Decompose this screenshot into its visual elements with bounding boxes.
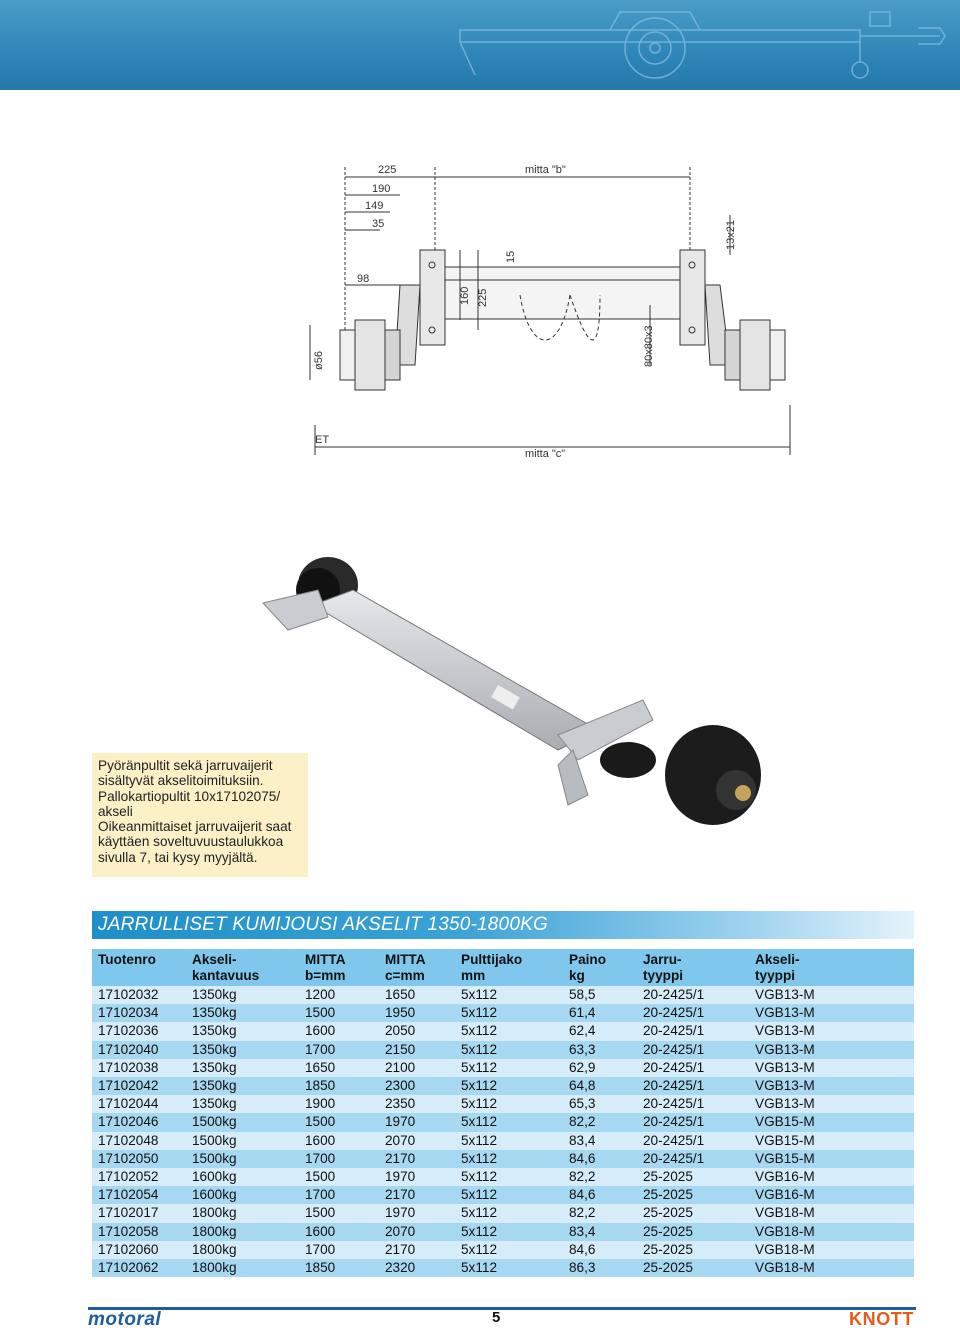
table-cell: 5x112 <box>455 1223 563 1241</box>
table-cell: 5x112 <box>455 1150 563 1168</box>
motoral-logo: motoral <box>88 1309 162 1330</box>
table-cell: 1970 <box>379 1168 455 1186</box>
table-cell: 1970 <box>379 1113 455 1131</box>
table-cell: VGB15-M <box>749 1150 914 1168</box>
note-line: Pyöränpultit sekä jarruvaijerit <box>98 758 273 773</box>
table-cell: 2100 <box>379 1059 455 1077</box>
table-cell: 17102036 <box>92 1022 186 1040</box>
table-cell: VGB13-M <box>749 1077 914 1095</box>
knott-logo: KNOTT <box>849 1309 914 1329</box>
table-cell: 1600 <box>299 1022 379 1040</box>
table-cell: 2070 <box>379 1223 455 1241</box>
table-row <box>92 1241 914 1259</box>
table-cell: 5x112 <box>455 1241 563 1259</box>
table-row <box>92 1041 914 1059</box>
header-mitta-b: MITTA b=mm <box>299 949 379 986</box>
table-row <box>92 1004 914 1022</box>
dim-15-label: 15 <box>505 250 517 263</box>
table-cell: 1850 <box>299 1077 379 1095</box>
table-cell: 1350kg <box>186 1022 299 1040</box>
table-cell: 1500 <box>299 1004 379 1022</box>
table-cell: VGB13-M <box>749 1059 914 1077</box>
mitta-c-label: mitta "c" <box>525 448 566 460</box>
note-line: käyttäen soveltuvuustaulukkoa <box>98 834 284 850</box>
table-cell: 17102042 <box>92 1077 186 1095</box>
table-cell: 1650 <box>299 1059 379 1077</box>
table-cell: 20-2425/1 <box>637 986 749 1004</box>
table-cell: 1850 <box>299 1259 379 1277</box>
table-row <box>92 1077 914 1095</box>
table-cell: 62,9 <box>563 1059 637 1077</box>
table-cell: 17102058 <box>92 1223 186 1241</box>
table-cell: 61,4 <box>563 1004 637 1022</box>
table-cell: 5x112 <box>455 1004 563 1022</box>
note-line: Pallokartiopultit 10x17102075/ <box>98 788 281 804</box>
note-line: sisältyvät akselitoimituksiin. <box>98 773 264 789</box>
table-cell: VGB16-M <box>749 1186 914 1204</box>
table-cell: 25-2025 <box>637 1204 749 1222</box>
table-body <box>92 986 914 1277</box>
mitta-b-label: mitta "b" <box>525 164 566 176</box>
header-jarrutyyppi: Jarru- tyyppi <box>637 949 749 986</box>
note-line: sivulla 7, tai kysy myyjältä. <box>98 849 258 865</box>
table-cell: VGB13-M <box>749 1022 914 1040</box>
table-cell: 17102044 <box>92 1095 186 1113</box>
header-tuotenro: Tuotenro <box>92 949 186 986</box>
table-cell: 17102034 <box>92 1004 186 1022</box>
table-cell: 20-2425/1 <box>637 1022 749 1040</box>
table-cell: 25-2025 <box>637 1168 749 1186</box>
table-cell: 1600kg <box>186 1168 299 1186</box>
axle-product-photo <box>258 535 768 855</box>
table-cell: 25-2025 <box>637 1186 749 1204</box>
dim-225v-label: 225 <box>477 288 489 307</box>
table-cell: 1350kg <box>186 1059 299 1077</box>
dim-56-label: ø56 <box>313 351 325 370</box>
table-cell: 1500 <box>299 1204 379 1222</box>
table-cell: 1600 <box>299 1223 379 1241</box>
note-line: akseli <box>98 803 133 819</box>
table-cell: 5x112 <box>455 1132 563 1150</box>
table-cell: 17102046 <box>92 1113 186 1131</box>
axle-technical-drawing <box>300 155 810 475</box>
table-cell: 1350kg <box>186 1004 299 1022</box>
table-cell: 20-2425/1 <box>637 1041 749 1059</box>
table-cell: 1200 <box>299 986 379 1004</box>
table-cell: 17102060 <box>92 1241 186 1259</box>
table-cell: 17102038 <box>92 1059 186 1077</box>
table-cell: 20-2425/1 <box>637 1095 749 1113</box>
table-cell: 5x112 <box>455 1259 563 1277</box>
header-mitta-c: MITTA c=mm <box>379 949 455 986</box>
table-cell: 1500 <box>299 1113 379 1131</box>
table-cell: 1700 <box>299 1186 379 1204</box>
table-row <box>92 1059 914 1077</box>
table-cell: 25-2025 <box>637 1223 749 1241</box>
table-cell: 1600 <box>299 1132 379 1150</box>
table-cell: VGB15-M <box>749 1132 914 1150</box>
table-row <box>92 1132 914 1150</box>
table-cell: VGB13-M <box>749 1004 914 1022</box>
table-cell: 2150 <box>379 1041 455 1059</box>
table-cell: 2170 <box>379 1186 455 1204</box>
table-cell: 2170 <box>379 1150 455 1168</box>
table-row <box>92 1150 914 1168</box>
table-cell: 86,3 <box>563 1259 637 1277</box>
table-cell: 20-2425/1 <box>637 1059 749 1077</box>
table-row <box>92 1095 914 1113</box>
table-cell: 1800kg <box>186 1223 299 1241</box>
table-cell: 58,5 <box>563 986 637 1004</box>
table-cell: 64,8 <box>563 1077 637 1095</box>
table-cell: 17102040 <box>92 1041 186 1059</box>
table-cell: 1350kg <box>186 1095 299 1113</box>
axle-table <box>92 949 914 1277</box>
table-row <box>92 1022 914 1040</box>
table-cell: 1350kg <box>186 986 299 1004</box>
table-cell: VGB13-M <box>749 1041 914 1059</box>
table-cell: 5x112 <box>455 1113 563 1131</box>
table-cell: 5x112 <box>455 986 563 1004</box>
table-header-row <box>92 949 914 986</box>
table-cell: 5x112 <box>455 1204 563 1222</box>
header-pulttijako: Pulttijako mm <box>455 949 563 986</box>
table-row <box>92 1186 914 1204</box>
dim-160-label: 160 <box>459 286 471 305</box>
table-cell: 1800kg <box>186 1204 299 1222</box>
table-cell: 5x112 <box>455 1186 563 1204</box>
table-cell: 5x112 <box>455 1041 563 1059</box>
dim-190-label: 190 <box>372 183 391 195</box>
table-cell: 5x112 <box>455 1077 563 1095</box>
table-cell: 1500kg <box>186 1132 299 1150</box>
table-cell: 17102062 <box>92 1259 186 1277</box>
dim-13x21-label: 13x21 <box>725 220 737 250</box>
table-row <box>92 1204 914 1222</box>
table-cell: 17102054 <box>92 1186 186 1204</box>
table-cell: 1900 <box>299 1095 379 1113</box>
table-cell: VGB15-M <box>749 1113 914 1131</box>
table-cell: 17102017 <box>92 1204 186 1222</box>
header-akselityyppi: Akseli- tyyppi <box>749 949 914 986</box>
table-cell: 1800kg <box>186 1241 299 1259</box>
table-cell: 1700 <box>299 1241 379 1259</box>
table-cell: VGB18-M <box>749 1241 914 1259</box>
table-cell: 1650 <box>379 986 455 1004</box>
table-cell: 83,4 <box>563 1223 637 1241</box>
table-cell: 2320 <box>379 1259 455 1277</box>
table-cell: 20-2425/1 <box>637 1132 749 1150</box>
table-cell: 2070 <box>379 1132 455 1150</box>
table-cell: 1600kg <box>186 1186 299 1204</box>
table-cell: VGB18-M <box>749 1223 914 1241</box>
table-cell: 84,6 <box>563 1241 637 1259</box>
section-title-bar <box>92 911 914 939</box>
note-box <box>92 753 308 877</box>
table-cell: 2350 <box>379 1095 455 1113</box>
table-cell: VGB18-M <box>749 1204 914 1222</box>
table-cell: 5x112 <box>455 1059 563 1077</box>
header-band <box>0 0 960 90</box>
table-cell: 20-2425/1 <box>637 1004 749 1022</box>
table-cell: 20-2425/1 <box>637 1150 749 1168</box>
header-akselikantavuus: Akseli- kantavuus <box>186 949 299 986</box>
dim-149-label: 149 <box>365 200 384 212</box>
table-cell: 63,3 <box>563 1041 637 1059</box>
table-cell: 1500kg <box>186 1113 299 1131</box>
table-cell: 1500 <box>299 1168 379 1186</box>
header-paino: Paino kg <box>563 949 637 986</box>
table-cell: 1800kg <box>186 1259 299 1277</box>
table-row <box>92 1223 914 1241</box>
table-cell: 17102050 <box>92 1150 186 1168</box>
table-cell: 20-2425/1 <box>637 1113 749 1131</box>
table-cell: 83,4 <box>563 1132 637 1150</box>
table-cell: 84,6 <box>563 1150 637 1168</box>
section-title: JARRULLISET KUMIJOUSI AKSELIT 1350-1800KG <box>98 914 548 935</box>
table-row <box>92 1259 914 1277</box>
table-cell: 25-2025 <box>637 1241 749 1259</box>
table-cell: 62,4 <box>563 1022 637 1040</box>
table-cell: 5x112 <box>455 1095 563 1113</box>
table-row <box>92 1168 914 1186</box>
table-cell: 82,2 <box>563 1204 637 1222</box>
table-cell: 20-2425/1 <box>637 1077 749 1095</box>
page-number: 5 <box>492 1309 501 1326</box>
table-cell: 1500kg <box>186 1150 299 1168</box>
table-row <box>92 1113 914 1131</box>
table-cell: 1700 <box>299 1041 379 1059</box>
table-cell: VGB13-M <box>749 1095 914 1113</box>
table-cell: 25-2025 <box>637 1259 749 1277</box>
table-cell: 1970 <box>379 1204 455 1222</box>
note-line: Oikeanmittaiset jarruvaijerit saat <box>98 819 292 835</box>
table-cell: 17102052 <box>92 1168 186 1186</box>
table-cell: 82,2 <box>563 1168 637 1186</box>
table-cell: 2300 <box>379 1077 455 1095</box>
table-cell: 84,6 <box>563 1186 637 1204</box>
dim-35-label: 35 <box>372 218 385 230</box>
table-cell: 65,3 <box>563 1095 637 1113</box>
table-cell: 1350kg <box>186 1041 299 1059</box>
table-cell: 5x112 <box>455 1022 563 1040</box>
table-cell: 82,2 <box>563 1113 637 1131</box>
table-cell: VGB13-M <box>749 986 914 1004</box>
et-label: ET <box>315 434 330 446</box>
table-cell: 1950 <box>379 1004 455 1022</box>
table-row <box>92 986 914 1004</box>
table-cell: 2050 <box>379 1022 455 1040</box>
table-cell: 5x112 <box>455 1168 563 1186</box>
trailer-outline-icon <box>440 0 960 90</box>
dim-80x80x3-label: 80x80x3 <box>643 325 655 367</box>
table-cell: VGB16-M <box>749 1168 914 1186</box>
table-cell: 1700 <box>299 1150 379 1168</box>
dim-98-label: 98 <box>357 273 370 285</box>
table-cell: 17102032 <box>92 986 186 1004</box>
table-cell: VGB18-M <box>749 1259 914 1277</box>
table-cell: 1350kg <box>186 1077 299 1095</box>
dim-225-label: 225 <box>378 164 397 176</box>
footer-divider <box>88 1307 916 1310</box>
table-cell: 2170 <box>379 1241 455 1259</box>
table-cell: 17102048 <box>92 1132 186 1150</box>
